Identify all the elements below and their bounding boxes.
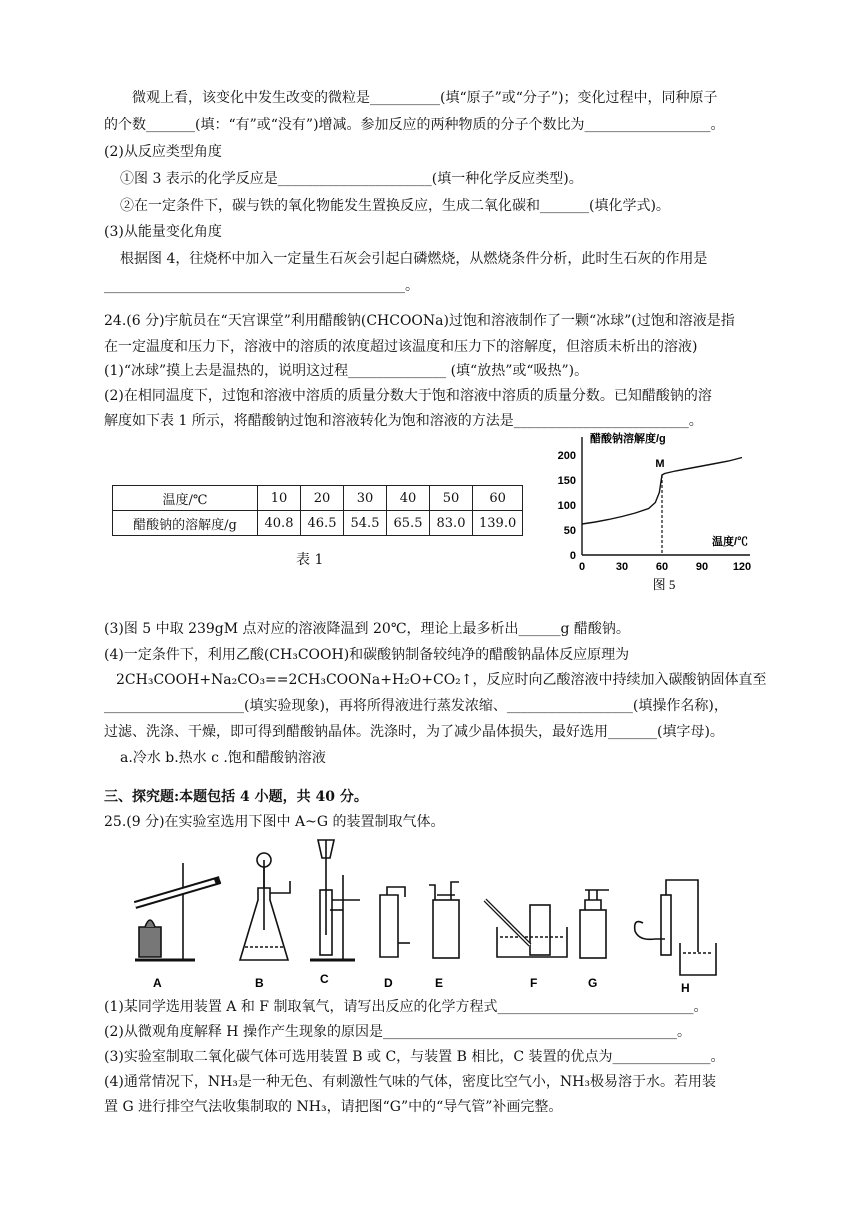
label-f: F bbox=[530, 976, 538, 990]
text-line: 解度如下表 1 所示，将醋酸钠过饱和溶液转化为饱和溶液的方法是_________________________。 bbox=[104, 413, 703, 429]
text-line: 在一定温度和压力下，溶液中的溶质的浓度超过该温度和压力下的溶解度，但溶质未析出的溶液) bbox=[104, 339, 698, 355]
apparatus-b bbox=[240, 853, 290, 960]
x-tick-label: 120 bbox=[732, 561, 752, 573]
text-line: (2)从微观角度解释 H 操作产生现象的原因是__________________________________________。 bbox=[104, 1024, 691, 1040]
y-tick-label: 50 bbox=[563, 525, 576, 537]
label-a: A bbox=[153, 976, 162, 990]
text-line: ____________________(填实验现象)，再将所得液进行蒸发浓缩、__________________(填操作名称)， bbox=[104, 698, 728, 714]
text-line: (3)实验室制取二氧化碳气体可选用装置 B 或 C，与装置 B 相比，C 装置的优点为______________。 bbox=[104, 1049, 725, 1065]
text-line: (4)一定条件下，利用乙酸(CH₃COOH)和碳酸钠制备较纯净的醋酸钠晶体反应原理为 bbox=[104, 647, 630, 663]
apparatus-d bbox=[380, 887, 410, 957]
table-row bbox=[113, 486, 523, 511]
text-line: (3)图 5 中取 239gM 点对应的溶液降温到 20℃，理论上最多析出______g 醋酸钠。 bbox=[104, 621, 630, 637]
table-cell: 40 bbox=[387, 486, 430, 511]
text-line: 的个数_______(填：“有”或“没有”)增减。参加反应的两种物质的分子个数比为__________________。 bbox=[104, 117, 725, 133]
text-line: ①图 3 表示的化学反应是______________________(填一种化学反应类型)。 bbox=[120, 171, 583, 187]
apparatus-a bbox=[135, 863, 220, 960]
apparatus-h bbox=[635, 880, 716, 975]
answer-options: a.冷水 b.热水 c .饱和醋酸钠溶液 bbox=[120, 750, 326, 766]
label-g: G bbox=[588, 976, 598, 990]
label-c: C bbox=[320, 972, 329, 986]
label-h: H bbox=[681, 981, 690, 995]
text-line: 置 G 进行排空气法收集制取的 NH₃，请把图“G”中的“导气管”补画完整。 bbox=[104, 1099, 563, 1115]
question-25-stem: 25.(9 分)在实验室选用下图中 A~G 的装置制取气体。 bbox=[104, 814, 445, 830]
y-tick-label: 150 bbox=[557, 475, 576, 487]
point-m-label: M bbox=[655, 458, 665, 470]
table-cell: 50 bbox=[430, 486, 473, 511]
label-d: D bbox=[384, 976, 393, 990]
table-cell: 20 bbox=[301, 486, 344, 511]
apparatus-c bbox=[310, 840, 360, 960]
apparatus-f bbox=[485, 900, 567, 957]
section-heading: (2)从反应类型角度 bbox=[104, 144, 222, 160]
table-cell: 60 bbox=[473, 486, 523, 511]
y-tick-label: 0 bbox=[569, 550, 576, 562]
table-cell: 54.5 bbox=[344, 511, 387, 536]
table-cell: 46.5 bbox=[301, 511, 344, 536]
label-e: E bbox=[435, 976, 444, 990]
text-line: 根据图 4，往烧杯中加入一定量生石灰会引起白磷燃烧，从燃烧条件分析，此时生石灰的作用是 bbox=[120, 251, 708, 267]
table-cell: 83.0 bbox=[430, 511, 473, 536]
text-line: 微观上看，该变化中发生改变的微粒是__________(填“原子”或“分子”)；变化过程中，同种原子 bbox=[132, 90, 718, 106]
text-line: (2)在相同温度下，过饱和溶液中溶质的质量分数大于饱和溶液中溶质的质量分数。已知醋酸钠的溶 bbox=[104, 388, 712, 404]
x-tick-label: 60 bbox=[655, 561, 669, 573]
apparatus-g bbox=[580, 890, 609, 958]
table-row bbox=[113, 511, 523, 536]
text-line: (4)通常情况下，NH₃是一种无色、有刺激性气味的气体，密度比空气小，NH₃极易溶于水。若用装 bbox=[104, 1074, 716, 1090]
table-cell: 10 bbox=[258, 486, 301, 511]
table-cell: 40.8 bbox=[258, 511, 301, 536]
lab-apparatus-figure bbox=[125, 835, 745, 995]
text-line: (1)“冰球”摸上去是温热的，说明这过程______________ (填“放热”或“吸热”)。 bbox=[104, 363, 589, 379]
text-line: (1)某同学选用装置 A 和 F 制取氧气，请写出反应的化学方程式____________________________。 bbox=[104, 999, 708, 1015]
question-24-stem: 24.(6 分)宇航员在“天宫课堂”利用醋酸钠(CHCOONa)过饱和溶液制作了一颗“冰球”(过饱和溶液是指 bbox=[104, 313, 735, 329]
table-header: 温度/℃ bbox=[113, 486, 258, 511]
x-tick-label: 30 bbox=[615, 561, 629, 573]
section-title: 三、探究题:本题包括 4 小题，共 40 分。 bbox=[104, 789, 368, 805]
table-header: 醋酸钠的溶解度/g bbox=[113, 511, 258, 536]
text-line: ___________________________________________。 bbox=[104, 278, 419, 294]
x-tick-label: 90 bbox=[695, 561, 709, 573]
y-tick-label: 200 bbox=[557, 450, 576, 462]
apparatus-e bbox=[429, 882, 459, 958]
table-caption: 表 1 bbox=[296, 552, 324, 568]
solubility-table bbox=[112, 485, 523, 536]
table-cell: 65.5 bbox=[387, 511, 430, 536]
equation-line: 2CH₃COOH+Na₂CO₃==2CH₃COONa+H₂O+CO₂↑，反应时向乙酸溶液中持续加入碳酸钠固体直至 bbox=[116, 672, 767, 688]
text-line: 过滤、洗涤、干燥，即可得到醋酸钠晶体。洗涤时，为了减少晶体损失，最好选用_______(填字母)。 bbox=[104, 724, 724, 740]
x-axis-label: 温度/℃ bbox=[712, 536, 749, 548]
y-axis-label: 醋酸钠溶解度/g bbox=[590, 433, 666, 445]
label-b: B bbox=[255, 976, 264, 990]
table-cell: 30 bbox=[344, 486, 387, 511]
section-heading: (3)从能量变化角度 bbox=[104, 224, 222, 240]
x-tick-label: 0 bbox=[578, 561, 586, 573]
text-line: ②在一定条件下，碳与铁的氧化物能发生置换反应，生成二氧化碳和_______(填化学式)。 bbox=[120, 198, 670, 214]
solubility-chart bbox=[548, 430, 758, 605]
figure-caption: 图 5 bbox=[652, 577, 676, 592]
table-cell: 139.0 bbox=[473, 511, 523, 536]
y-tick-label: 100 bbox=[557, 500, 576, 512]
